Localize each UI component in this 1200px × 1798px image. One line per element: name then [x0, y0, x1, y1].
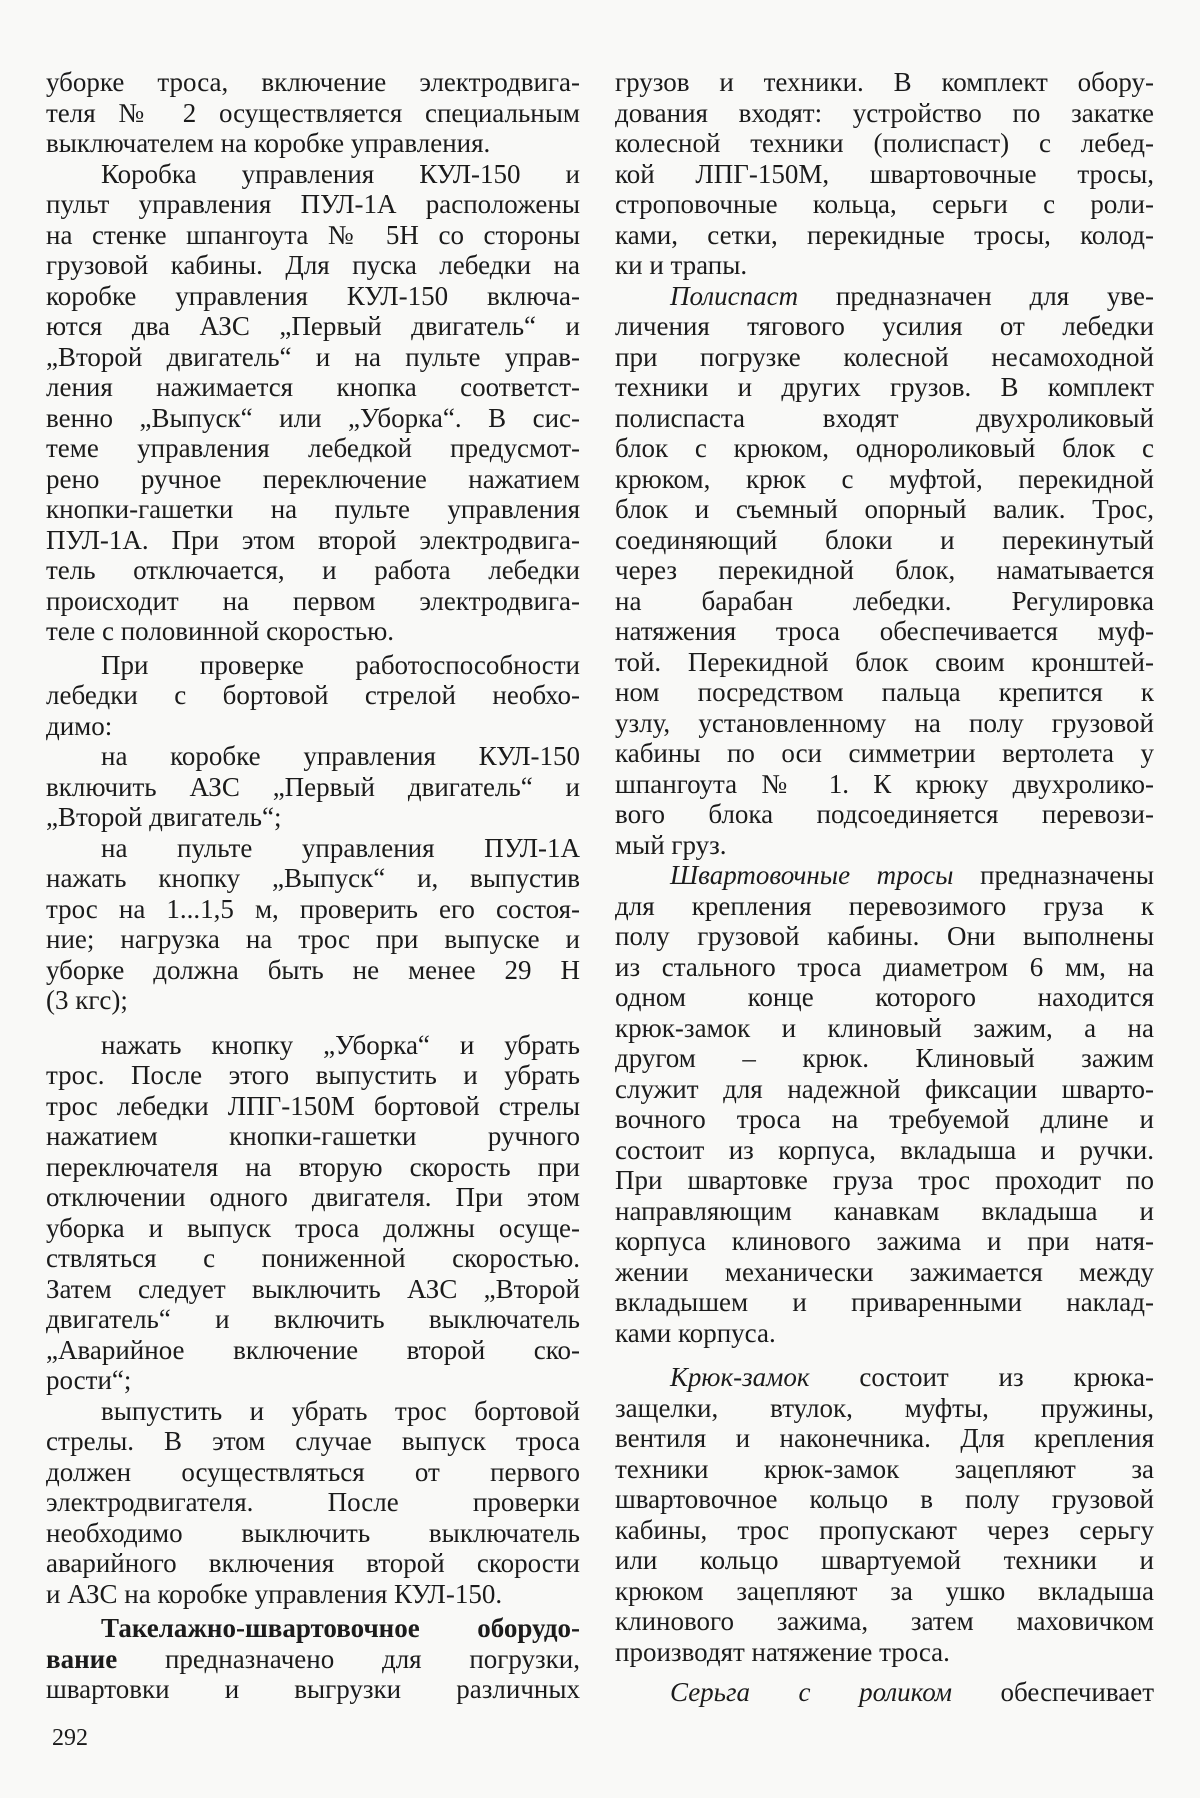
text-line: защелки, втулок, муфты, пружины,	[615, 1392, 1154, 1423]
text-line: „Аварийное включение второй ско-	[46, 1334, 580, 1365]
text-line	[615, 1362, 1154, 1393]
text-line: крюк-замок и клиновый зажим, а на	[615, 1012, 1154, 1043]
text-line: трос. После этого выпустить и убрать	[46, 1060, 580, 1090]
text-line: ствляться с пониженной скоростью.	[46, 1243, 580, 1273]
text-line: жении механически зажимается между	[615, 1256, 1154, 1287]
text-line: венно „Выпуск“ или „Уборка“. В сис-	[46, 402, 580, 433]
text-line: производят натяжение троса.	[615, 1636, 950, 1667]
text-line: При швартовке груза трос проходит по	[615, 1165, 1154, 1195]
text-line: на барабан лебедки. Регулировка	[615, 585, 1154, 616]
paragraph	[615, 1362, 1154, 1667]
text-line: двигатель“ и включить выключатель	[46, 1304, 580, 1334]
text-line: дования входят: устройство по закатке	[615, 97, 1154, 128]
text-line: пульт управления ПУЛ-1А расположены	[46, 189, 580, 219]
text-line: тель отключается, и работа лебедки	[46, 555, 580, 585]
text-line: кабины по оси симметрии вертолета у	[615, 738, 1154, 768]
text-line: переключателя на вторую скорость при	[46, 1151, 580, 1182]
text-line: ние; нагрузка на трос при выпуске и	[46, 924, 580, 954]
text-line: ПУЛ-1А. При этом второй электродвига-	[46, 524, 580, 555]
italic-term: Крюк-замок	[670, 1362, 810, 1392]
text-line: стрелы. В этом случае выпуск троса	[46, 1426, 580, 1456]
page-number: 292	[52, 1725, 88, 1751]
text-line: теля № 2 осуществляется специальным	[46, 97, 580, 128]
text-line: уборке должна быть не менее 29 Н	[46, 954, 580, 985]
text-line	[46, 1644, 580, 1675]
text-line: нажать кнопку „Выпуск“ и, выпустив	[46, 863, 580, 893]
paragraph	[46, 1613, 580, 1705]
line-text: обеспечивает	[1000, 1677, 1155, 1707]
paragraph	[46, 1396, 580, 1610]
text-line: швартовочное кольцо в полу грузовой	[615, 1484, 1154, 1514]
text-line: блок и съемный опорный валик. Трос,	[615, 494, 1154, 524]
text-line: состоит из корпуса, вкладыша и ручки.	[615, 1134, 1154, 1165]
text-line: крюком зацепляют за ушко вкладыша	[615, 1575, 1154, 1606]
italic-term: Швартовочные тросы	[670, 860, 954, 890]
text-line: нажать кнопку „Уборка“ и убрать	[101, 1029, 580, 1060]
text-line: При проверке работоспособности	[101, 649, 580, 680]
text-line	[615, 281, 1154, 312]
text-line: шпангоута № 1. К крюку двухролико-	[615, 768, 1154, 799]
text-line: нажатием кнопки-гашетки ручного	[46, 1121, 580, 1151]
text-line: Затем следует выключить АЗС „Второй	[46, 1273, 580, 1304]
text-line: димо:	[46, 710, 113, 741]
text-line: рости“;	[46, 1365, 132, 1395]
line-text: предназначено для погрузки,	[164, 1643, 580, 1674]
line-text: состоит из крюка-	[859, 1362, 1155, 1392]
text-line: крюком, крюк с муфтой, перекидной	[615, 463, 1154, 494]
paragraph	[46, 159, 580, 647]
text-line: электродвигателя. После проверки	[46, 1487, 580, 1517]
paragraph	[46, 741, 580, 833]
text-line: теме управления лебедкой предусмот-	[46, 433, 580, 463]
text-line: вочного троса на требуемой длине и	[615, 1104, 1154, 1134]
text-line: ками, сетки, перекидные тросы, колод-	[615, 219, 1154, 250]
text-line: (3 кгс);	[46, 985, 128, 1015]
paragraph	[615, 281, 1154, 861]
paragraph	[46, 1030, 580, 1396]
bold-term: Такелажно-швартовочное оборудо-	[101, 1613, 580, 1643]
text-line: включить АЗС „Первый двигатель“ и	[46, 771, 580, 802]
text-line: другом – крюк. Клиновый зажим	[615, 1043, 1154, 1073]
text-line: для крепления перевозимого груза к	[615, 890, 1154, 921]
text-line: строповочные кольца, серьги с роли-	[615, 189, 1154, 219]
text-line: на пульте управления ПУЛ-1А	[101, 832, 580, 863]
text-line: „Второй двигатель“;	[46, 802, 282, 832]
text-line: коробке управления КУЛ-150 включа-	[46, 280, 580, 311]
paragraph	[46, 650, 580, 742]
text-line: выпустить и убрать трос бортовой	[101, 1395, 580, 1426]
text-line: кнопки-гашетки на пульте управления	[46, 494, 580, 524]
text-line: трос на 1...1,5 м, проверить его состоя-	[46, 893, 580, 924]
text-line: и АЗС на коробке управления КУЛ-150.	[46, 1578, 503, 1609]
text-line: полиспаста входят двухроликовый	[615, 402, 1154, 433]
text-line: швартовки и выгрузки различных	[46, 1674, 580, 1704]
text-line: служит для надежной фиксации шварто-	[615, 1073, 1154, 1104]
text-line: клинового зажима, затем маховичком	[615, 1606, 1154, 1636]
text-line: ками корпуса.	[615, 1317, 776, 1348]
line-text: предназначен для уве-	[835, 280, 1154, 311]
text-line	[615, 860, 1154, 891]
left-column	[46, 67, 580, 1705]
text-line: соединяющий блоки и перекинутый	[615, 524, 1154, 555]
text-line: отключении одного двигателя. При этом	[46, 1182, 580, 1212]
text-line: вого блока подсоединяется перевози-	[615, 799, 1154, 829]
text-line: той. Перекидной блок своим кронштей-	[615, 646, 1154, 677]
text-line: колесной техники (полиспаст) с лебед-	[615, 128, 1154, 158]
paragraph	[615, 860, 1154, 1348]
text-line: мый груз.	[615, 829, 727, 860]
text-line: личения тягового усилия от лебедки	[615, 311, 1154, 341]
text-line	[615, 1677, 1154, 1708]
text-line: рено ручное переключение нажатием	[46, 463, 580, 494]
text-line: при погрузке колесной несамоходной	[615, 341, 1154, 372]
text-line: должен осуществляться от первого	[46, 1456, 580, 1487]
bold-term: вание	[46, 1643, 118, 1674]
paragraph	[46, 833, 580, 1016]
text-line: грузов и техники. В комплект обору-	[615, 67, 1154, 97]
text-line: необходимо выключить выключатель	[46, 1517, 580, 1548]
paragraph	[46, 67, 580, 159]
italic-term: Полиспаст	[670, 280, 799, 311]
text-line: кабины, трос пропускают через серьгу	[615, 1514, 1154, 1545]
right-column	[615, 67, 1154, 1708]
text-line: техники крюк-замок зацепляют за	[615, 1453, 1154, 1484]
text-line: через перекидной блок, наматывается	[615, 555, 1154, 585]
paragraph	[615, 67, 1154, 281]
text-line: из стального троса диаметром 6 мм, на	[615, 951, 1154, 982]
text-line: полу грузовой кабины. Они выполнены	[615, 921, 1154, 951]
text-line	[46, 1613, 580, 1644]
text-line: вентиля и наконечника. Для крепления	[615, 1423, 1154, 1453]
text-line: на коробке управления КУЛ-150	[101, 741, 580, 771]
text-line: корпуса клинового зажима и при натя-	[615, 1226, 1154, 1256]
text-line: ления нажимается кнопка соответст-	[46, 372, 580, 402]
text-line: трос лебедки ЛПГ-150М бортовой стрелы	[46, 1090, 580, 1121]
text-line: вкладышем и приваренными наклад-	[615, 1287, 1154, 1317]
text-line: теле с половинной скоростью.	[46, 616, 395, 646]
text-line: ются два АЗС „Первый двигатель“ и	[46, 311, 580, 341]
paragraph	[615, 1677, 1154, 1708]
text-line: „Второй двигатель“ и на пульте управ-	[46, 341, 580, 372]
text-line: на стенке шпангоута № 5Н со стороны	[46, 219, 580, 250]
text-line: узлу, установленному на полу грузовой	[615, 707, 1154, 738]
text-line: грузовой кабины. Для пуска лебедки на	[46, 250, 580, 280]
text-line: одном конце которого находится	[615, 982, 1154, 1012]
text-line: или кольцо швартуемой техники и	[615, 1545, 1154, 1575]
text-line: направляющим канавкам вкладыша и	[615, 1195, 1154, 1226]
text-line: аварийного включения второй скорости	[46, 1548, 580, 1578]
text-line: уборке троса, включение электродвига-	[46, 67, 580, 97]
text-line: натяжения троса обеспечивается муф-	[615, 616, 1154, 646]
italic-term: Серьга с роликом	[670, 1677, 952, 1707]
line-text: предназначены	[980, 860, 1154, 890]
text-line: ном посредством пальца крепится к	[615, 677, 1154, 707]
text-line: техники и других грузов. В комплект	[615, 372, 1154, 402]
text-line: кой ЛПГ-150М, швартовочные тросы,	[615, 158, 1154, 189]
text-line: ки и трапы.	[615, 250, 748, 280]
text-line: происходит на первом электродвига-	[46, 585, 580, 616]
text-line: выключателем на коробке управления.	[46, 128, 491, 158]
text-line: уборка и выпуск троса должны осуще-	[46, 1212, 580, 1243]
text-line: Коробка управления КУЛ-150 и	[101, 158, 580, 189]
text-line: блок с крюком, однороликовый блок с	[615, 433, 1154, 463]
text-line: лебедки с бортовой стрелой необхо-	[46, 680, 580, 710]
